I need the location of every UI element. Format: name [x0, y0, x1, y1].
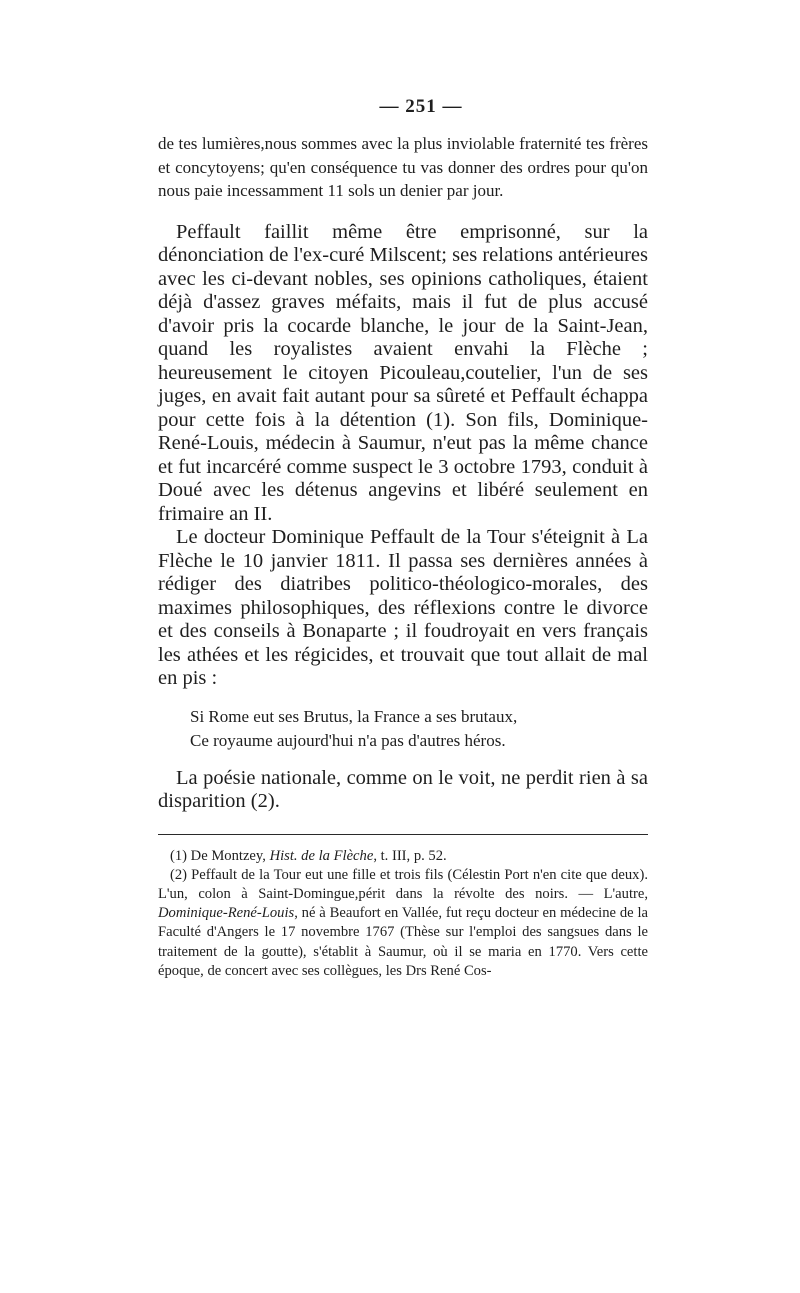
footnote-1-title: Hist. de la Flèche: [269, 847, 374, 864]
footnote-2-rest: , né à Beaufort en Vallée, fut reçu docteur en médecine de la Faculté d'Angers le 17 novembre 1767 (Thèse sur l'emploi des sangsues dans le traitement de la goutte), s'établit à Saumur, où il se maria en 1770. Vers cette époque, de concert avec ses collègues, les Drs René Cos-: [158, 905, 648, 979]
book-page: [158, 96, 648, 981]
page-number: — 251 —: [379, 96, 463, 117]
footnote-2-text: (2) Peffault de la Tour eut une fille et trois fils (Célestin Port n'en cite que deux). L'un, colon à Saint-Domingue,périt dans la révolte des noirs. — L'autre,: [158, 866, 648, 902]
closing-paragraph: La poésie nationale, comme on le voit, ne perdit rien à sa disparition (2).: [158, 766, 648, 812]
verse-quote: [190, 705, 648, 753]
footnote-divider: [158, 834, 648, 835]
footnotes: [158, 847, 648, 981]
footnote-2: [158, 866, 648, 981]
footnote-1: [158, 847, 648, 866]
footnote-1-ref: , t. III, p. 52.: [373, 847, 447, 864]
verse-line: Ce royaume aujourd'hui n'a pas d'autres héros.: [190, 730, 506, 750]
footnote-2-name: Dominique-René-Louis: [158, 905, 295, 922]
paragraph-peffault-death: Le docteur Dominique Peffault de la Tour s'éteignit à La Flèche le 10 janvier 1811. Il passa ses dernières années à rédiger des diatribes politico-théologico-morales, des maximes philosophiques, des réflexions contre le divorce et des conseils à Bonaparte ; il foudroyait en vers français les athées et les régicides, et trouvait que tout allait de mal en pis :: [158, 526, 648, 689]
verse-line: Si Rome eut ses Brutus, la France a ses brutaux,: [190, 706, 518, 726]
paragraph-peffault-arrest: Peffault faillit même être emprisonné, sur la dénonciation de l'ex-curé Milscent; ses relations antérieures avec les ci-devant nobles, ses opinions catholiques, étaient déjà d'assez graves méfaits, mais il fut de plus accusé d'avoir pris la cocarde blanche, le jour de la Saint-Jean, quand les royalistes avaient envahi la Flèche ; heureusement le citoyen Picouleau,coutelier, l'un de ses juges, en avait fait autant pour sa sûreté et Peffault échappa pour cette fois à la détention (1). Son fils, Dominique-René-Louis, médecin à Saumur, n'eut pas la même chance et fut incarcéré comme suspect le 3 octobre 1793, conduit à Doué avec les détenus angevins et libéré seulement en frimaire an II.: [158, 220, 648, 525]
footnote-1-text: (1) De Montzey,: [170, 847, 270, 864]
continuation-paragraph: de tes lumières,nous sommes avec la plus inviolable fraternité tes frères et concytoyens; qu'en conséquence tu vas donner des ordres pour qu'on nous paie incessamment 11 sols un denier par jour.: [158, 134, 648, 200]
